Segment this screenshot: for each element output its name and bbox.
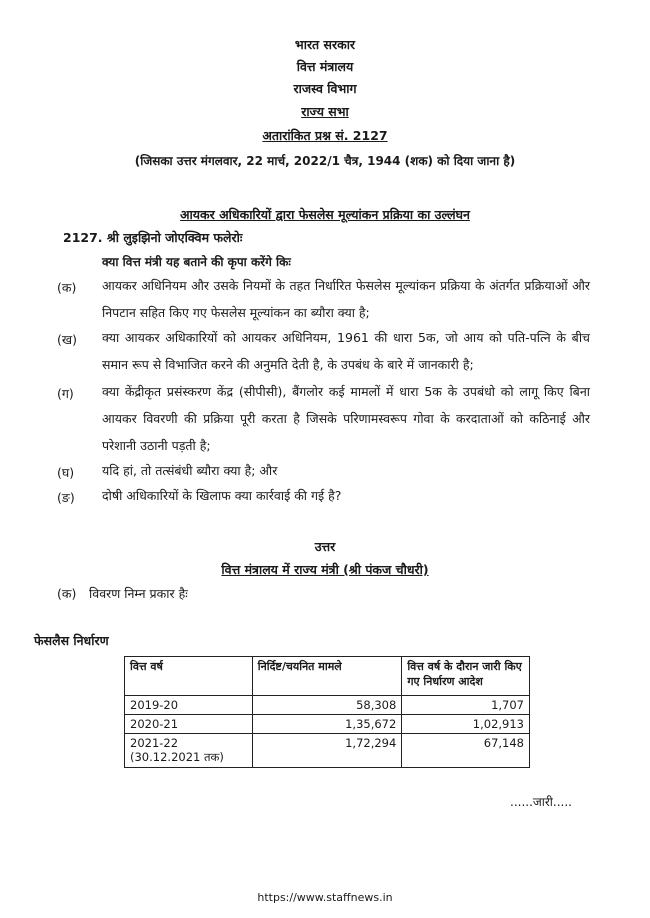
item-text: यदि हां, तो तत्संबंधी ब्यौरा क्या है; और [102,463,278,478]
table-row [125,715,530,734]
cell-year: 2020-21 [125,715,253,734]
cell-year-group [125,734,253,768]
cell-orders: 1,707 [402,696,530,715]
item-text: क्या आयकर अधिकारियों को आयकर अधिनियम, 1961 की धारा 5क, जो आय को पति-पत्नि के बीच समान रूप से विभाजित करने की अनुमति देती है, के उपबंध के बारे में जानकारी है; [102,330,590,372]
header-govt: भारत सरकार [294,37,356,52]
question-subject: आयकर अधिकारियों द्वारा फेसलेस मूल्यांकन प्रक्रिया का उल्लंघन [180,207,470,222]
cell-orders: 67,148 [402,734,530,768]
question-number: अतारांकित प्रश्न सं. 2127 [262,128,388,143]
footer-url: https://www.staffnews.in [257,891,393,904]
item-label: (ङ) [57,490,75,505]
item-label: (घ) [57,465,75,480]
answer-minister: वित्त मंत्रालय में राज्य मंत्री (श्री पंकज चौधरी) [221,562,429,577]
question-intro: क्या वित्त मंत्री यह बताने की कृपा करेंगे किः [102,255,291,269]
table-row [125,734,530,768]
question-asker: 2127. श्री लुइझिनो जोएक्विम फलेरोः [63,230,243,245]
item-label: (क) [57,280,77,295]
header-ministry: वित्त मंत्रालय [296,59,354,74]
answer-heading: उत्तर [314,539,336,554]
cell-year-note: (30.12.2021 तक) [130,750,224,764]
column-header: निर्दिष्ट/चयनित मामले [252,657,402,696]
answer-item-label: (क) [57,586,77,601]
table-header-row [125,657,530,696]
column-header: वित्त वर्ष के दौरान जारी किए गए निर्धारण आदेश [402,657,530,696]
cell-year: 2021-22 [130,736,179,750]
cell-orders: 1,02,913 [402,715,530,734]
answer-date: (जिसका उत्तर मंगलवार, 22 मार्च, 2022/1 चैत्र, 1944 (शक) को दिया जाना है) [134,154,516,168]
table-title: फेसलैस निर्धारण [34,633,109,648]
cell-cases: 1,35,672 [252,715,402,734]
table-row [125,696,530,715]
item-label: (ग) [57,386,74,401]
header-house: राज्य सभा [301,104,349,119]
header-department: राजस्व विभाग [293,81,357,96]
item-text: आयकर अधिनियम और उसके नियमों के तहत निर्धारित फेसलेस मूल्यांकन प्रक्रिया के अंतर्गत प्रक्रियाओं और निपटान सहित किए गए फेसलेस मूल्यांकन का ब्यौरा क्या है; [102,278,590,320]
column-header: वित्त वर्ष [125,657,253,696]
continued-marker: ......जारी..... [510,795,572,809]
answer-item-text: विवरण निम्न प्रकार हैः [89,586,188,601]
item-label: (ख) [57,332,77,347]
cell-year: 2019-20 [125,696,253,715]
cell-cases: 1,72,294 [252,734,402,768]
cell-cases: 58,308 [252,696,402,715]
faceless-assessment-table [124,656,530,768]
item-text: क्या केंद्रीकृत प्रसंस्करण केंद्र (सीपीसी), बैंगलोर कई मामलों में धारा 5क के उपबंधो को लागू किए बिना आयकर विवरणी की प्रक्रिया पूरी करता है जिसके परिणामस्वरूप गोवा के करदाताओं को कठिनाई और परेशानी उठानी पड़ती है; [102,384,590,453]
item-text: दोषी अधिकारियों के खिलाफ क्या कार्रवाई की गई है? [102,488,342,503]
